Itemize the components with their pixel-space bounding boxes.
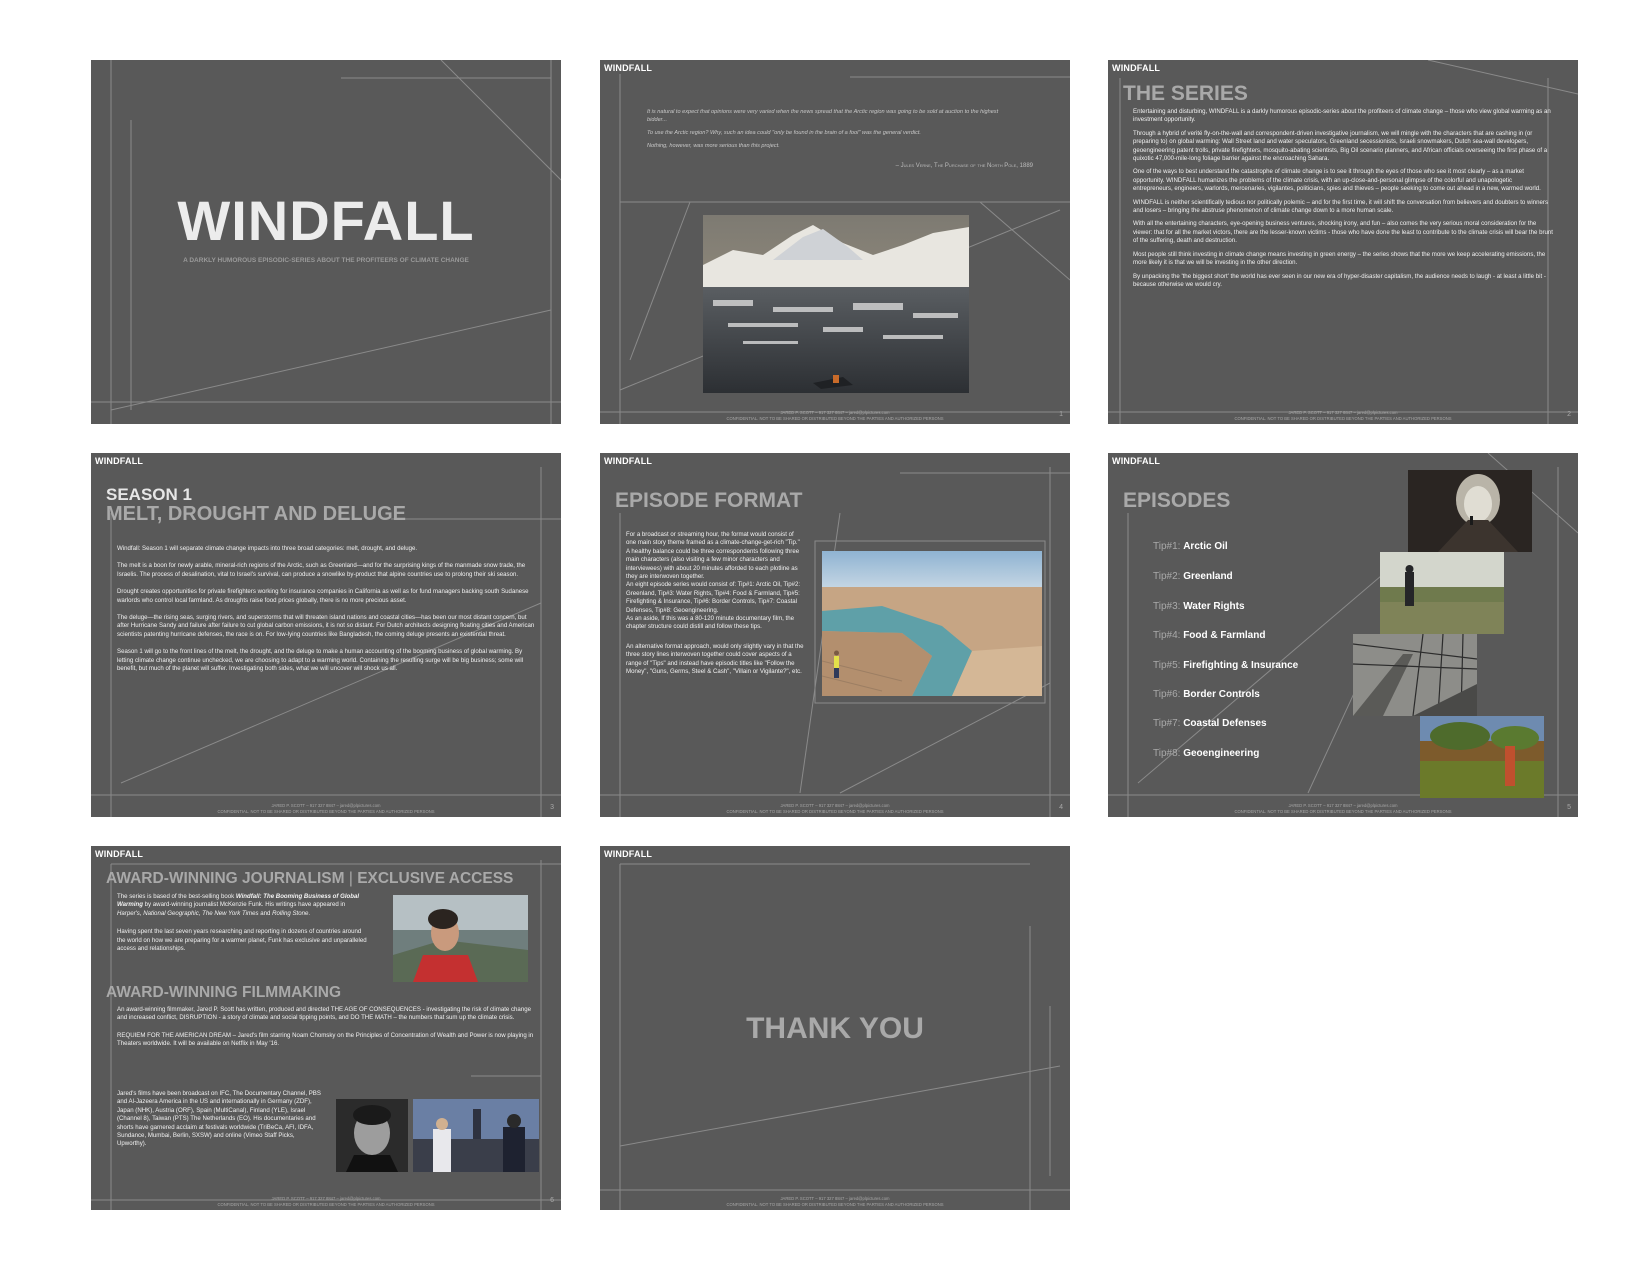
episode-item: [1153, 630, 1265, 641]
season-paragraph: Season 1 will go to the front lines of the melt, the drought, and the deluge to make a human accounting of the booming business of global warming. By letting climate change continue unchecked, we are choosing to adapt to a warming world. Containing the resulting surge will be big business; some will benefit, but much of the planet will suffer. Investigating both sides, what we will uncover will shock us all.: [117, 648, 524, 673]
page-number: 4: [1059, 804, 1063, 811]
slide-quote: [600, 60, 1070, 424]
filming-crew-photo: [413, 1099, 539, 1172]
format-paragraph: For a broadcast or streaming hour, the format would consist of one main story theme framed as a climate-change-get-rich "Tip." A healthy balance could be three correspondents following three main characters (also visiting a few minor characters and interviewees) with about 20 minutes afforded to each plotline as they are interwoven together. An eight episode series would consist of: Tip#1: Arctic Oil, Tip#2: Greenland, Tip#3: Water Rights, Tip#4: Food & Farmland, Tip#5: Firefighting & Insurance, Tip#6: Border Controls, Tip#7: Coastal Defenses, Tip#8: Geoengineering. As an aside, If this was a 80-120 minute documentary film, the chapter structure could distill and follow these tips.: [626, 531, 801, 631]
footer: [91, 1196, 561, 1207]
filmmaking-title: AWARD-WINNING FILMMAKING: [106, 984, 342, 1001]
season-title-line2: MELT, DROUGHT AND DELUGE: [106, 503, 406, 525]
footer: [600, 1196, 1070, 1207]
episode-tip: Tip#7:: [1153, 718, 1181, 729]
footer-contact: JARED P. SCOTT – 917 327 8847 – jared@plpictures.com: [1288, 410, 1398, 415]
footer: [600, 803, 1070, 814]
text: and: [258, 909, 273, 917]
filmmaking-paragraph: REQUIEM FOR THE AMERICAN DREAM – Jared's film starring Noam Chomsky on the Principles of Concentration of Wealth and Power is now playing in Theaters worldwide. It will be available on Netflix in May '16.: [117, 1031, 534, 1048]
format-body: [626, 531, 804, 677]
brand-logo: WINDFALL: [95, 849, 144, 859]
episode-item: [1153, 601, 1245, 612]
filmmaking-paragraph: Jared's films have been broadcast on IFC, The Documentary Channel, PBS and Al-Jazeera America in the US and internationally in Germany (ZDF), Japan (NHK), Austria (ORF), Spain (MultiCanal), Finland (YLE), Israel (Channel 8), Taiwan (PTS) The Netherlands (EO). His documentaries and shorts have garnered acclaim at festivals worldwide (TriBeCa, AFI, IDFA, Sundance, Mumbai, Berlin, SXSW) and online (Vimeo Staff Picks, Upworthy).: [117, 1090, 321, 1148]
slide-series: [1108, 60, 1578, 424]
episode-tip: Tip#3:: [1153, 601, 1181, 612]
footer: [1108, 410, 1578, 421]
episode-name: Border Controls: [1183, 689, 1260, 700]
footer-confidential: CONFIDENTIAL. NOT TO BE SHARED OR DISTRIBUTED BEYOND THE PARTIES AND AUTHORIZED PERSONS: [217, 808, 435, 814]
episode-item: [1153, 718, 1267, 729]
access-title: EXCLUSIVE ACCESS: [357, 870, 514, 887]
footer-confidential: CONFIDENTIAL. NOT TO BE SHARED OR DISTRIBUTED BEYOND THE PARTIES AND AUTHORIZED PERSONS: [217, 1201, 435, 1207]
quote-line: To use the Arctic region? Why, such an idea could "only be found in the brain of a fool" was the general verdict.: [647, 130, 921, 136]
footer-contact: JARED P. SCOTT – 917 327 8847 – jared@plpictures.com: [780, 410, 890, 415]
footer-contact: JARED P. SCOTT – 917 327 8847 – jared@plpictures.com: [271, 803, 381, 808]
brand-logo: WINDFALL: [604, 63, 653, 73]
journalism-paragraph: Having spent the last seven years researching and reporting in dozens of countries around the world on how we are preparing for a warmer planet, Funk has exclusive and unparalleled access and relationships.: [117, 928, 367, 953]
cover-subtitle: A DARKLY HUMOROUS EPISODIC-SERIES ABOUT THE PROFITEERS OF CLIMATE CHANGE: [183, 257, 469, 264]
series-paragraph: WINDFALL is neither scientifically tedious nor politically polemic – and for the first time, it will shift the conversation from believers and doubters to winners and losers – bringing the abstruse phenomenon of climate change down to a more human scale.: [1133, 198, 1549, 215]
footer-confidential: CONFIDENTIAL. NOT TO BE SHARED OR DISTRIBUTED BEYOND THE PARTIES AND AUTHORIZED PERSONS: [1234, 415, 1452, 421]
text: by award-winning journalist McKenzie Funk. His writings have appeared in: [142, 901, 346, 909]
season-paragraph: Drought creates opportunities for private firefighters working for insurance companies in California as well as for fund managers backing south Sudanese warlords who control local farmland. As droughts raise food prices globally, there is no more precious asset.: [117, 588, 529, 604]
episode-tip: Tip#2:: [1153, 571, 1181, 582]
season-paragraph: Windfall: Season 1 will separate climate change impacts into three broad categories: melt, drought, and deluge.: [117, 545, 418, 552]
format-title: EPISODE FORMAT: [615, 489, 803, 512]
border-fence-photo: [1353, 634, 1477, 716]
episode-tip: Tip#5:: [1153, 660, 1181, 671]
footer: [91, 803, 561, 814]
series-paragraph: Most people still think investing in climate change means investing in green energy – the series shows that the more we keep accelerating emissions, the more likely it is that we will be investing in the other direction.: [1133, 250, 1546, 267]
title-separator: |: [348, 870, 353, 887]
footer-contact: JARED P. SCOTT – 917 327 8847 – jared@plpictures.com: [780, 1196, 890, 1201]
quote-line: It is natural to expect that opinions were very varied when the news spread that the Arctic region was going to be sold at auction to the highest bidder...: [647, 109, 999, 123]
episode-tip: Tip#6:: [1153, 689, 1181, 700]
footer: [600, 410, 1070, 421]
page-number: 6: [550, 1197, 554, 1204]
brand-logo: WINDFALL: [1112, 63, 1161, 73]
episode-item: [1153, 571, 1233, 582]
publications: Harper's, National Geographic, The New York Times: [117, 909, 259, 917]
episode-name: Firefighting & Insurance: [1183, 660, 1299, 671]
brand-logo: WINDFALL: [604, 849, 653, 859]
footer-contact: JARED P. SCOTT – 917 327 8847 – jared@plpictures.com: [780, 803, 890, 808]
footer-contact: JARED P. SCOTT – 917 327 8847 – jared@plpictures.com: [1288, 803, 1398, 808]
quote-attribution: – Jules Verne, The Purchase of the North Pole, 1889: [895, 163, 1033, 169]
filmmaking-paragraph: An award-winning filmmaker, Jared P. Scott has written, produced and directed THE AGE OF CONSEQUENCES - investigating the risk of climate change and increased conflict, DISRUPTION - a story of climate and social tipping points, and DO THE MATH – the numbers that sum up the climate crisis.: [117, 1006, 531, 1022]
series-paragraph: By unpacking the 'the biggest short' the world has ever seen in our new era of hyper-disaster capitalism, the audience needs to laugh - at least a little bit - because otherwise we would cry.: [1133, 272, 1546, 288]
journalism-body: [117, 893, 369, 953]
series-body: [1133, 108, 1553, 289]
episode-item: [1153, 689, 1260, 700]
journalism-heading: [106, 870, 513, 888]
episode-tip: Tip#8:: [1153, 748, 1181, 759]
journalist-portrait-photo: [393, 895, 528, 982]
episode-name: Coastal Defenses: [1183, 718, 1267, 729]
journalism-title: AWARD-WINNING JOURNALISM: [106, 870, 345, 887]
quote-block: [647, 108, 1017, 150]
season-body: [117, 545, 537, 673]
episode-name: Water Rights: [1183, 601, 1245, 612]
filmmaking-body: [117, 1006, 537, 1058]
page-number: 5: [1567, 804, 1571, 811]
season-paragraph: The melt is a boon for newly arable, mineral-rich regions of the Arctic, such as Greenland—and for the surprising kings of the manmade snow trade, the Israelis. The process of desalination, vital to Israel's survival, can produce a snowlike by-product that alpine countries use to prolong their ski season.: [117, 562, 526, 578]
episode-item: [1153, 748, 1259, 759]
footer: [1108, 803, 1578, 814]
cave-photo: [1408, 470, 1532, 552]
footer-confidential: CONFIDENTIAL. NOT TO BE SHARED OR DISTRIBUTED BEYOND THE PARTIES AND AUTHORIZED PERSONS: [1234, 808, 1452, 814]
episode-item: [1153, 541, 1228, 552]
season-paragraph: The deluge—the rising seas, surging rivers, and superstorms that will threaten island nations and coastal cities—has been our most distant concern, but after Hurricane Sandy and failure after failure to cut global carbon emissions, it is not so distant. For Dutch architects designing floating cities and American scientists patenting hurricane defenses, the race is on. For low-lying countries like Bangladesh, the coming deluge presents an existential threat.: [117, 614, 535, 638]
thank-you-title: THANK YOU: [746, 1012, 924, 1045]
series-title: THE SERIES: [1123, 82, 1248, 105]
greenland-person-photo: [1380, 552, 1504, 634]
canal-desert-photo: [822, 551, 1042, 696]
farmland-photo: [1420, 716, 1544, 798]
slide-awards: [91, 846, 561, 1210]
brand-logo: WINDFALL: [604, 456, 653, 466]
text: .: [308, 909, 311, 917]
page-number: 1: [1059, 411, 1063, 418]
text: The series is based of the best-selling book: [117, 893, 236, 900]
footer-confidential: CONFIDENTIAL. NOT TO BE SHARED OR DISTRIBUTED BEYOND THE PARTIES AND AUTHORIZED PERSONS: [726, 1201, 944, 1207]
series-paragraph: One of the ways to best understand the catastrophe of climate change is to see it through the eyes of those who see it most clearly – as a market opportunity. WINDFALL humanizes the problems of the climate crisis, with an up-close-and-personal glimpse of the colorful and unapologetic entrepreneurs, engineers, warlords, mercenaries, vigilantes, politicians, spies and thieves – people seeking to come out ahead in a new, warmed world.: [1133, 168, 1541, 193]
slide-episodes: [1108, 453, 1578, 817]
slide-episode-format: [600, 453, 1070, 817]
publication: Rolling Stone: [272, 909, 309, 917]
season-title-line1: SEASON 1: [106, 485, 192, 504]
slide-thank-you: [600, 846, 1070, 1210]
filmmaker-portrait-photo: [336, 1099, 408, 1172]
series-paragraph: Entertaining and disturbing, WINDFALL is a darkly humorous episodic-series about the profiteers of climate change – those who view global warming as an investment opportunity.: [1133, 108, 1551, 124]
episode-tip: Tip#1:: [1153, 541, 1181, 552]
footer-confidential: CONFIDENTIAL. NOT TO BE SHARED OR DISTRIBUTED BEYOND THE PARTIES AND AUTHORIZED PERSONS: [726, 808, 944, 814]
episode-item: [1153, 660, 1298, 671]
slide-cover: [91, 60, 561, 424]
episode-name: Greenland: [1183, 571, 1233, 582]
episode-name: Arctic Oil: [1183, 541, 1228, 552]
episodes-title: EPISODES: [1123, 489, 1231, 512]
format-paragraph: An alternative format approach, would only slightly vary in that the three story lines interwoven together could cover aspects of a range of "Tips" and instead have episodic titles like "Follow the Money", "Guns, Germs, Steel & Cash", "Villain or Vigilante?", etc.: [626, 642, 804, 676]
episode-name: Geoengineering: [1183, 748, 1260, 759]
book-title: Windfall: The Booming Business of Global Warming: [117, 893, 360, 909]
journalism-paragraph: [117, 893, 369, 918]
slide-season: [91, 453, 561, 817]
footer-confidential: CONFIDENTIAL. NOT TO BE SHARED OR DISTRIBUTED BEYOND THE PARTIES AND AUTHORIZED PERSONS: [726, 415, 944, 421]
series-paragraph: Through a hybrid of verité fly-on-the-wall and correspondent-driven investigative journalism, we will mingle with the characters that are cashing in (or preparing to) on global warming: Wall Street land and water speculators, Greenland secessionists, Israeli snowmakers, Dutch sea-wall developers, geoengineering patent trolls, private firefighters, mosquito-abating scientists, Big Oil scenario planners, and African officials overseeing the first phase of a quixotic 47,000-mile-long foliage barrier against the encroaching Sahara.: [1133, 129, 1548, 163]
page-number: 3: [550, 804, 554, 811]
footer-contact: JARED P. SCOTT – 917 327 8847 – jared@plpictures.com: [271, 1196, 381, 1201]
page-number: 2: [1567, 411, 1571, 418]
episode-name: Food & Farmland: [1183, 630, 1266, 641]
brand-logo: WINDFALL: [95, 456, 144, 466]
series-paragraph: With all the entertaining characters, eye-opening business ventures, shocking irony, and fun – also comes the very serious moral consideration for the viewer: that for all the market victors, there are the lesser-known victims - those who have done the least to contribute to the climate crisis will bear the brunt of the suffering, death and destruction.: [1133, 220, 1553, 245]
cover-title: WINDFALL: [177, 189, 475, 252]
arctic-icebergs-photo: [703, 215, 969, 393]
quote-line: Nothing, however, was more serious than this project.: [647, 143, 780, 149]
brand-logo: WINDFALL: [1112, 456, 1161, 466]
episode-tip: Tip#4:: [1153, 630, 1181, 641]
